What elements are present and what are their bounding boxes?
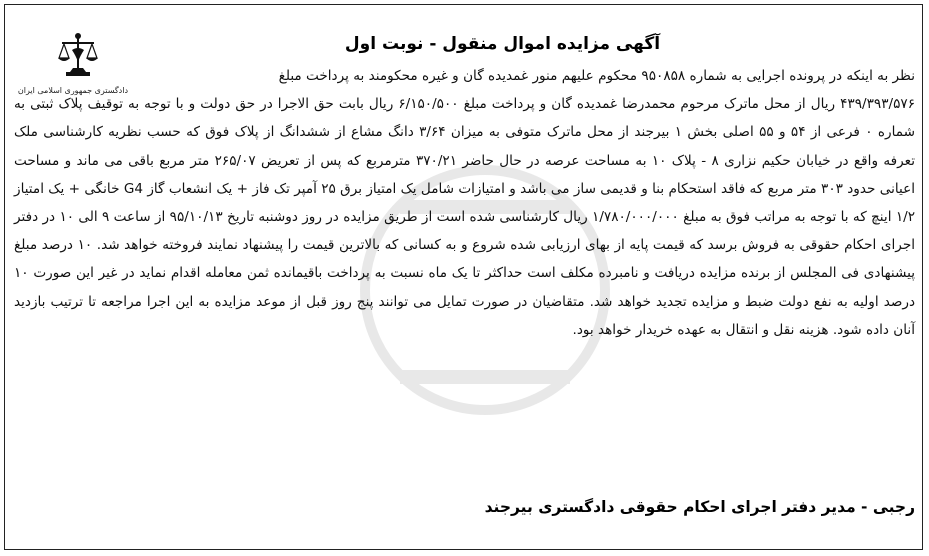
notice-title: آگهی مزایده اموال منقول - نوبت اول [344,34,661,54]
logo-caption: دادگستری جمهوری اسلامی ایران [17,86,128,95]
notice-body [14,62,915,344]
notice-signature: رجبی - مدیر دفتر اجرای احکام حقوقی دادگستری بیرجند [484,498,915,516]
notice-body-rest: ۴۳۹/۳۹۳/۵۷۶ ریال از محل ماترک مرحوم محمدرضا غمدیده گان و پرداخت مبلغ ۶/۱۵۰/۵۰۰ ریال بابت حق الاجرا در حق دولت و با توجه به توقیف پلاک ثبتی به شماره ۰ فرعی از ۵۴ و ۵۵ اصلی بخش ۱ بیرجند از محل ماترک متوفی به میزان ۳/۶۴ دانگ مشاع از ششدانگ از پلاک فوق که حسب نظریه کارشناسی ملک تعرفه واقع در خیابان حکیم نزاری ۸ - پلاک ۱۰ به مساحت عرصه در حال حاضر ۳۷۰/۲۱ مترمربع که پس از تعریض ۲۶۵/۰۷ متر مربع باقی می ماند و مساحت اعیانی حدود ۳۰۳ متر مربع که فاقد استحکام بنا و قدیمی ساز می باشد و امتیازات شامل یک امتیاز برق ۲۵ آمپر تک فاز + یک انشعاب گاز G4 خانگی + یک امتیاز ۱/۲ اینچ که با توجه به مراتب فوق به مبلغ ۱/۷۸۰/۰۰۰/۰۰۰ ریال کارشناسی شده است از طریق مزایده در روز دوشنبه تاریخ ۹۵/۱۰/۱۳ از ساعت ۹ الی ۱۰ در دفتر اجرای احکام حقوقی به فروش برسد که قیمت پایه از بهای ارزیابی شده شروع و به کسانی که بالاترین قیمت را پیشنهاد نمایند فروخته خواهد شد. ۱۰ درصد مبلغ پیشنهادی فی المجلس از برنده مزایده دریافت و نامبرده مکلف است حداکثر تا یک ماه نسبت به پرداخت باقیمانده ثمن معامله اقدام نماید در غیر این صورت ۱۰ درصد اولیه به نفع دولت ضبط و مزایده تجدید خواهد شد. متقاضیان در صورت تمایل می توانند پنج روز قبل از موعد مزایده به این اجرا مراجعه تا ترتیب بازدید آنان داده شود. هزینه نقل و انتقال به عهده خریدار خواهد بود. [14,96,915,338]
notice-body-lead: نظر به اینکه در پرونده اجرایی به شماره ۹۵۰۸۵۸ محکوم علیهم منور غمدیده گان و غیره محکومند به پرداخت مبلغ [278,68,915,84]
